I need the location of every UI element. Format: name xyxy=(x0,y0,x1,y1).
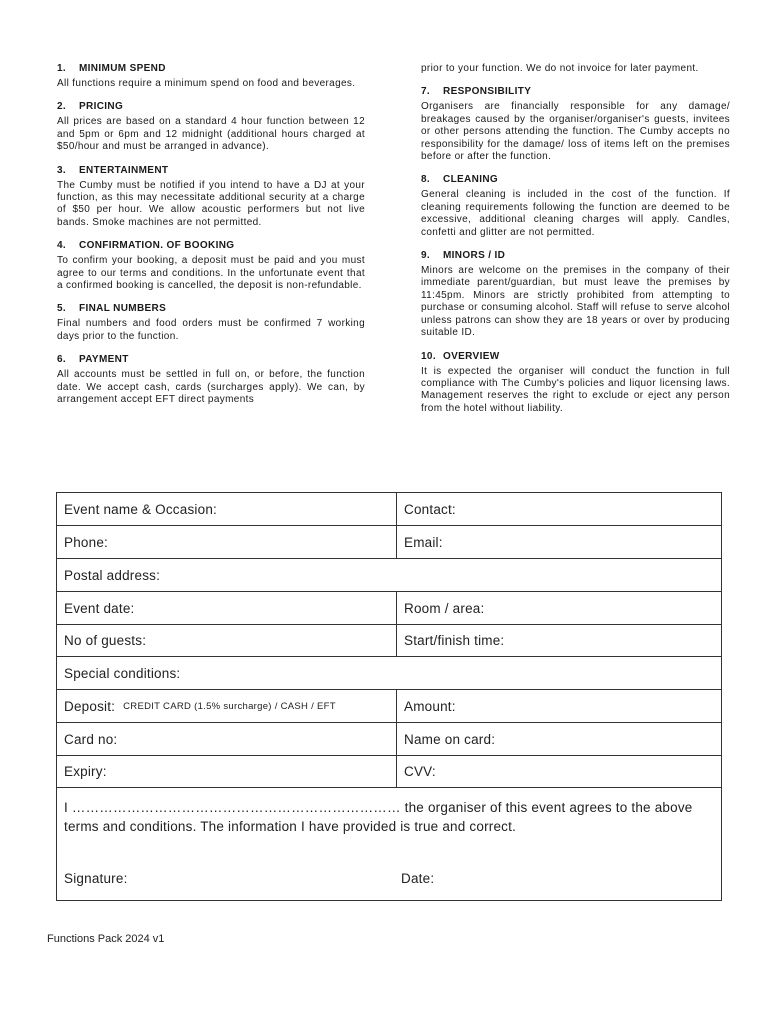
signature-label: Signature: xyxy=(64,871,128,886)
section-number: 9. xyxy=(421,250,431,262)
amount-label: Amount: xyxy=(404,698,456,714)
section-text: The Cumby must be notified if you intend to have a DJ at your function, as this may necessitate additional security at a charge of $50 per hour. We allow acoustic performers but not live bands. Smoke machines are not permitted. xyxy=(57,179,365,228)
event-name-field[interactable] xyxy=(57,493,397,525)
contact-label: Contact: xyxy=(404,501,456,517)
special-conditions-field[interactable] xyxy=(57,657,721,689)
form-row xyxy=(57,690,721,723)
section-title: PAYMENT xyxy=(79,354,129,366)
section-responsibility xyxy=(421,86,730,163)
name-on-card-label: Name on card: xyxy=(404,731,496,747)
section-number: 5. xyxy=(57,303,67,315)
form-row xyxy=(57,657,721,690)
section-number: 4. xyxy=(57,240,67,252)
section-entertainment xyxy=(57,165,365,230)
card-number-label: Card no: xyxy=(64,731,118,747)
event-date-label: Event date: xyxy=(64,600,135,616)
section-title: RESPONSIBILITY xyxy=(443,86,532,98)
section-number: 3. xyxy=(57,164,67,176)
section-title: CLEANING xyxy=(443,174,499,186)
section-number: 1. xyxy=(57,63,67,74)
section-payment xyxy=(57,354,365,406)
event-date-field[interactable] xyxy=(57,592,397,624)
guests-label: No of guests: xyxy=(64,633,147,648)
section-number: 6. xyxy=(57,354,67,366)
signature-field[interactable] xyxy=(64,871,128,886)
terms-left-column xyxy=(57,63,365,418)
form-row xyxy=(57,526,721,559)
section-number: 10. xyxy=(421,350,436,362)
declaration-text: I ……………………………………………………………… the organiser of this event agrees to the above terms and conditions. The information I have provided is true and correct. xyxy=(64,800,693,834)
start-finish-time-field[interactable] xyxy=(397,625,721,656)
expiry-label: Expiry: xyxy=(64,764,107,779)
section-number: 7. xyxy=(421,86,431,98)
room-area-field[interactable] xyxy=(397,592,721,624)
section-text: All prices are based on a standard 4 hour function between 12 and 5pm or 6pm and 12 midnight (additional hours charged at $50/hour and must be arranged in advance). xyxy=(57,116,365,153)
event-name-label: Event name & Occasion: xyxy=(64,501,217,517)
section-number: 8. xyxy=(421,174,431,186)
section-text: Organisers are financially responsible for any damage/ breakages caused by the organiser/organiser's guests, invitees or other persons attending the function. The Cumby accepts no responsibility for the damage/ loss of items left on the premises before or after the function. xyxy=(421,101,730,163)
card-number-field[interactable] xyxy=(57,723,397,755)
form-row xyxy=(57,756,721,788)
section-overview xyxy=(421,351,730,416)
section-confirmation-of-booking xyxy=(57,240,365,292)
amount-field[interactable] xyxy=(397,690,721,722)
section-title: MINORS / ID xyxy=(443,250,506,262)
start-finish-time-label: Start/finish time: xyxy=(404,633,505,648)
footer-text: Functions Pack 2024 v1 xyxy=(47,933,165,945)
form-row xyxy=(57,592,721,625)
section-title: FINAL NUMBERS xyxy=(79,303,167,315)
deposit-options: CREDIT CARD (1.5% surcharge) / CASH / EFT xyxy=(123,700,336,712)
section-text: All accounts must be settled in full on, or before, the function date. We accept cash, cards (surcharges apply). We can, by arrangement accept EFT direct payments xyxy=(57,369,365,406)
cvv-field[interactable] xyxy=(397,756,721,787)
guests-field[interactable] xyxy=(57,625,397,656)
section-number: 2. xyxy=(57,101,67,113)
form-row xyxy=(57,559,721,592)
form-row xyxy=(57,493,721,526)
special-conditions-label: Special conditions: xyxy=(64,665,181,681)
expiry-field[interactable] xyxy=(57,756,397,787)
section-cleaning xyxy=(421,174,730,239)
section-title: MINIMUM SPEND xyxy=(79,63,166,74)
room-area-label: Room / area: xyxy=(404,600,485,616)
payment-continuation-text: prior to your function. We do not invoice for later payment. xyxy=(421,63,699,74)
email-field[interactable] xyxy=(397,526,721,558)
date-field[interactable] xyxy=(401,871,434,886)
section-text: To confirm your booking, a deposit must be paid and you must agree to our terms and conditions. In the unfortunate event that a confirmed booking is cancelled, the deposit is non-refundable. xyxy=(57,255,365,292)
form-row xyxy=(57,625,721,657)
section-pricing xyxy=(57,101,365,153)
section-minimum-spend xyxy=(57,63,365,90)
date-label: Date: xyxy=(401,871,435,886)
booking-form xyxy=(56,492,722,901)
section-text: General cleaning is included in the cost of the function. If cleaning requirements following the function are deemed to be excessive, additional cleaning charges will apply. Candles, confetti and glitter are not permitted. xyxy=(421,189,730,238)
form-row xyxy=(57,723,721,756)
contact-field[interactable] xyxy=(397,493,721,525)
deposit-field[interactable] xyxy=(57,690,397,722)
deposit-label: Deposit: xyxy=(64,698,116,714)
cvv-label: CVV: xyxy=(404,764,436,779)
section-final-numbers xyxy=(57,303,365,343)
phone-label: Phone: xyxy=(64,534,108,550)
section-title: CONFIRMATION. OF BOOKING xyxy=(79,240,235,252)
section-title: OVERVIEW xyxy=(443,350,500,362)
section-title: PRICING xyxy=(79,101,124,113)
terms-right-column xyxy=(421,63,730,426)
postal-address-label: Postal address: xyxy=(64,567,161,583)
phone-field[interactable] xyxy=(57,526,397,558)
email-label: Email: xyxy=(404,534,443,550)
section-text: Final numbers and food orders must be confirmed 7 working days prior to the function. xyxy=(57,318,365,342)
section-text: It is expected the organiser will conduct the function in full compliance with The Cumby's policies and liquor licensing laws. Management reserves the right to exclude or eject any person from the hotel without liability. xyxy=(421,365,730,414)
section-minors-id xyxy=(421,250,730,339)
name-on-card-field[interactable] xyxy=(397,723,721,755)
section-text: All functions require a minimum spend on food and beverages. xyxy=(57,78,356,89)
section-title: ENTERTAINMENT xyxy=(79,164,169,176)
section-text: Minors are welcome on the premises in the company of their immediate parent/guardian, but must leave the premises by 11:45pm. Minors are strictly prohibited from attempting to purchase or consuming alcohol. Staff will refuse to serve alcohol unless patrons can show they are 18 years or over by producing suitable ID. xyxy=(421,265,730,339)
postal-address-field[interactable] xyxy=(57,559,721,591)
